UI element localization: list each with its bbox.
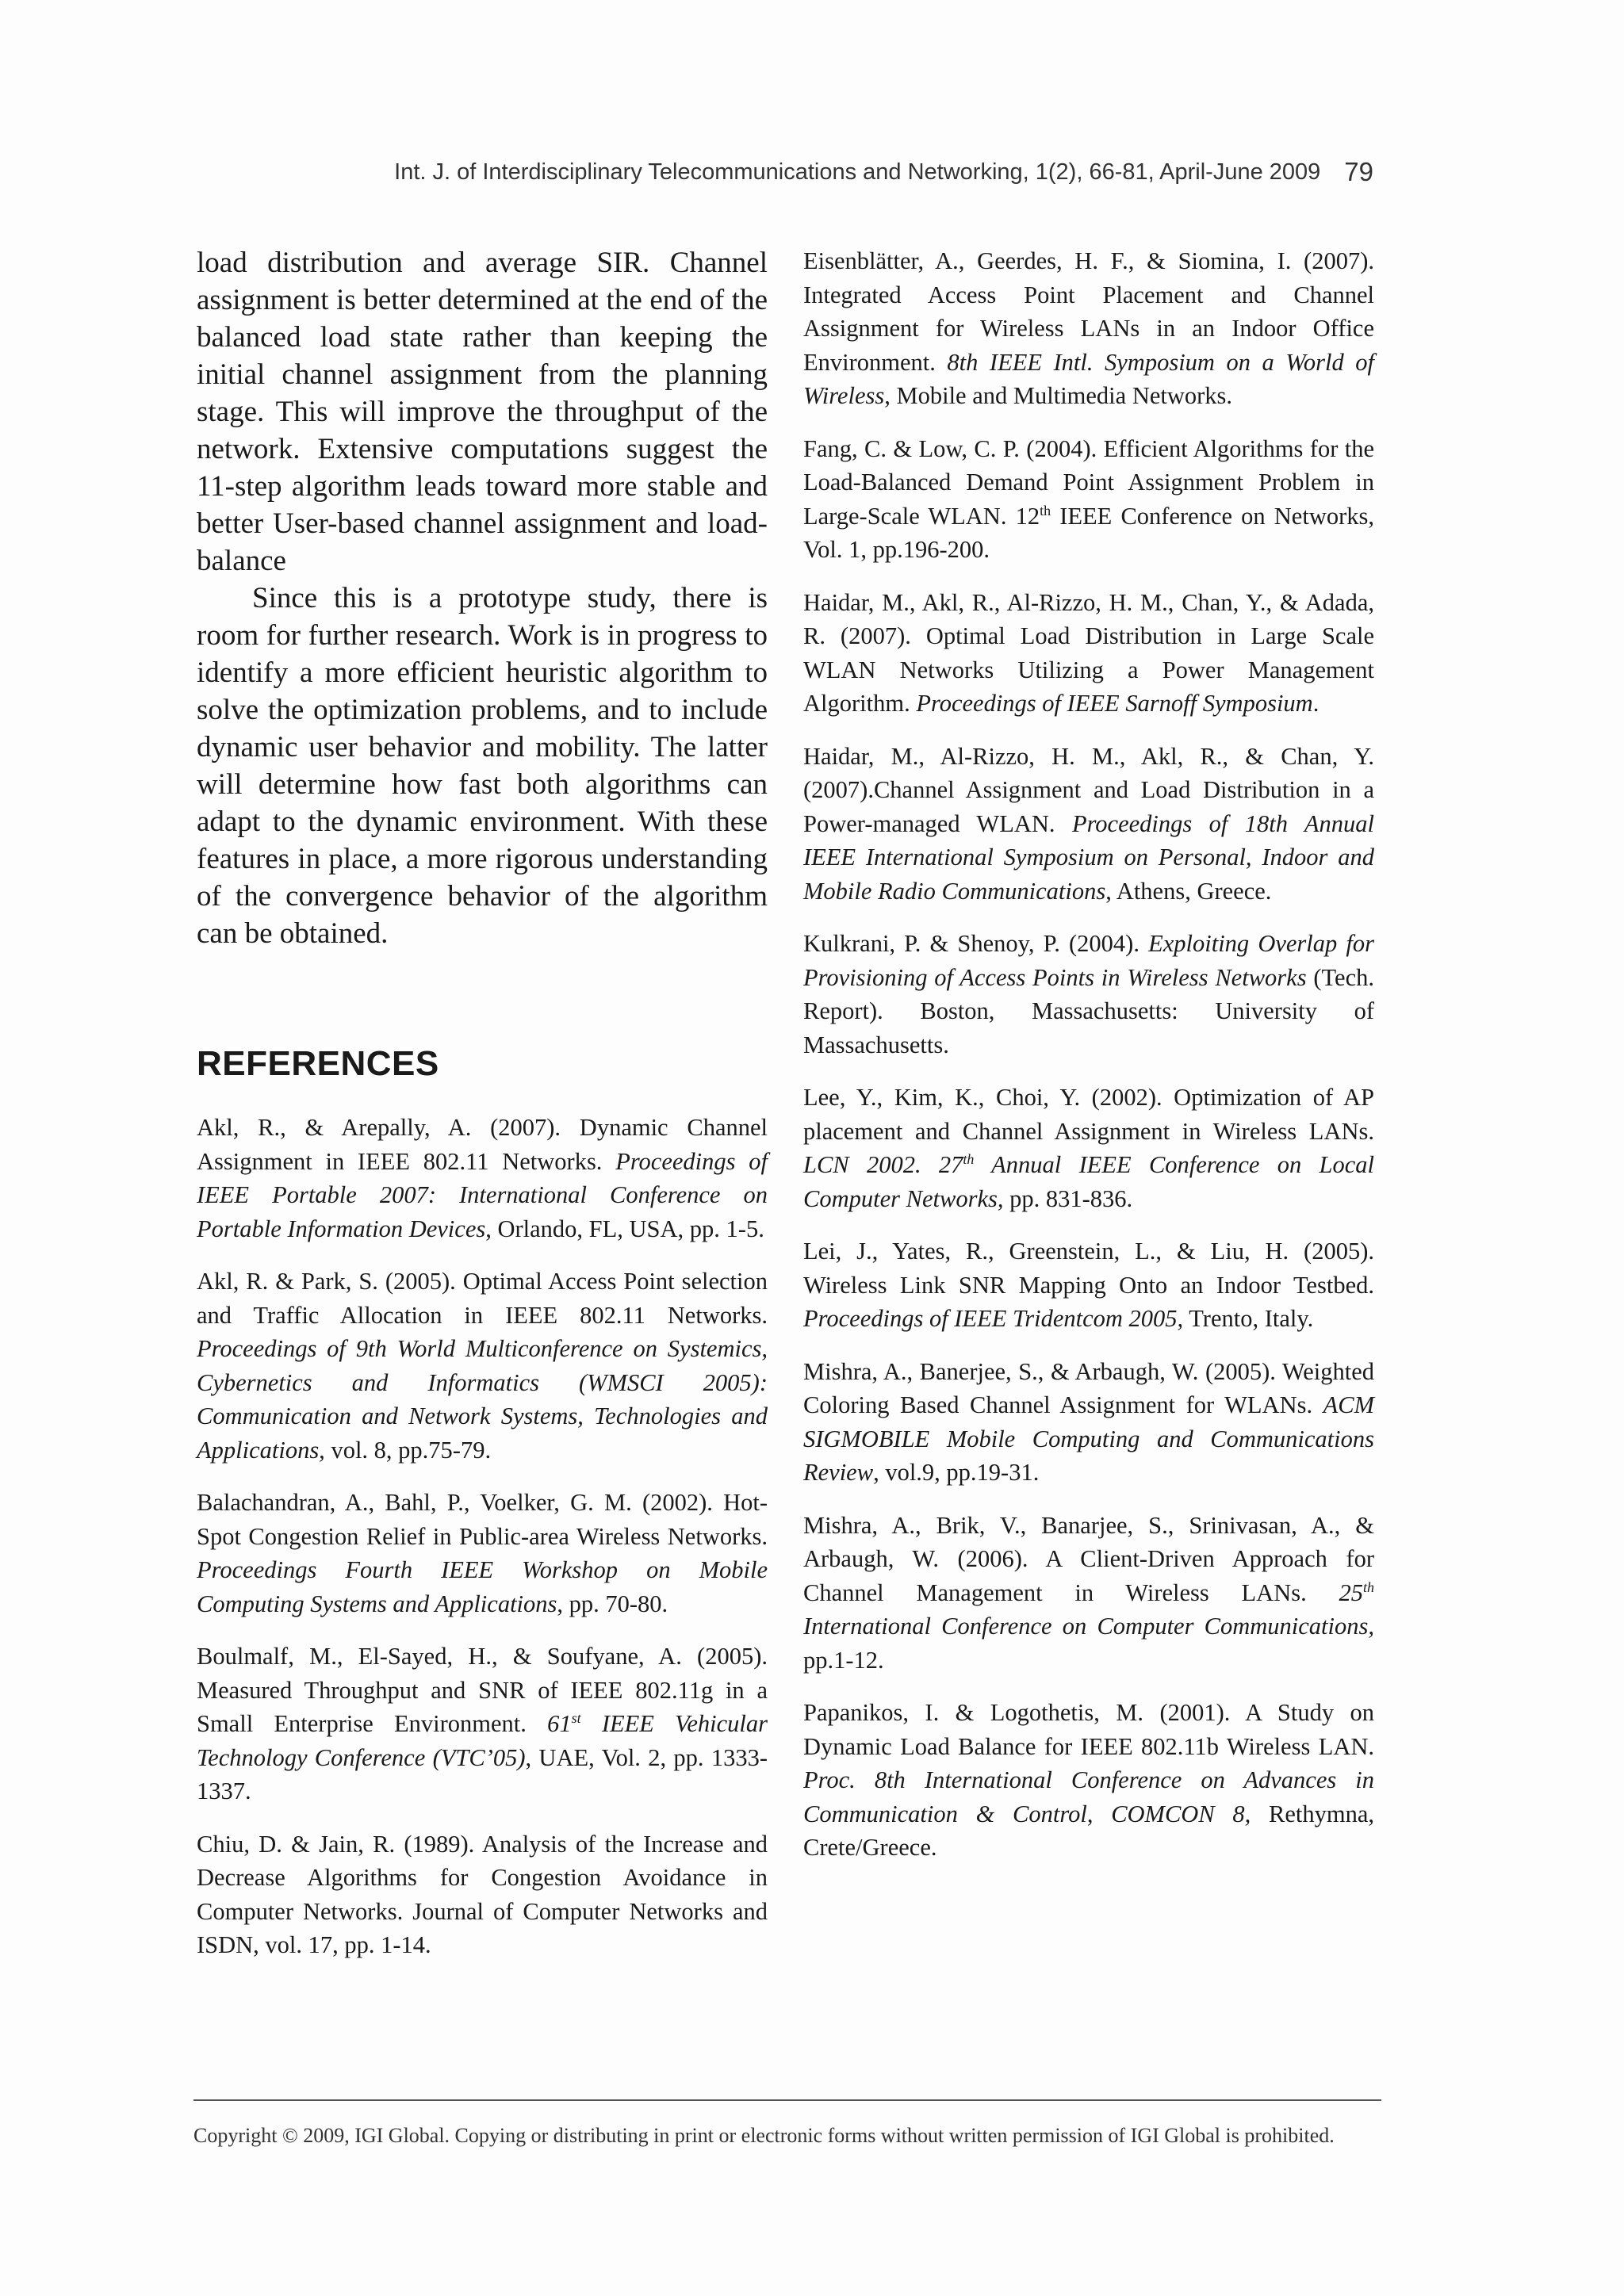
- references-heading: REFERENCES: [197, 1044, 439, 1083]
- reference-item: Akl, R. & Park, S. (2005). Optimal Access Point selection and Traffic Allocation in IEEE 802.11 Networks. Proceedings of 9th World Multiconference on Systemics, Cybernetics and Informatics (WMSCI 2005): Communication and Network Systems, Technologies and Applications, vol. 8, pp.75-79.: [197, 1268, 768, 1464]
- reference-item: Kulkrani, P. & Shenoy, P. (2004). Exploiting Overlap for Provisioning of Access Points in Wireless Networks (Tech. Report). Boston, Massachusetts: University of Massachusetts.: [803, 930, 1374, 1058]
- reference-item: Haidar, M., Akl, R., Al-Rizzo, H. M., Chan, Y., & Adada, R. (2007). Optimal Load Distribution in Large Scale WLAN Networks Utilizing a Power Management Algorithm. Proceedings of IEEE Sarnoff Symposium.: [803, 588, 1374, 717]
- journal-citation: Int. J. of Interdisciplinary Telecommunications and Networking, 1(2), 66-81, April-June 2009: [394, 159, 1321, 185]
- reference-item: Eisenblätter, A., Geerdes, H. F., & Siomina, I. (2007). Integrated Access Point Placement and Channel Assignment for Wireless LANs in an Indoor Office Environment. 8th IEEE Intl. Symposium on a World of Wireless, Mobile and Multimedia Networks.: [803, 247, 1374, 409]
- reference-item: Akl, R., & Arepally, A. (2007). Dynamic Channel Assignment in IEEE 802.11 Networks. Proceedings of IEEE Portable 2007: International Conference on Portable Information Devices, Orlando, FL, USA, pp. 1-5.: [197, 1114, 768, 1242]
- page-number: 79: [1344, 157, 1373, 186]
- reference-item: Fang, C. & Low, C. P. (2004). Efficient Algorithms for the Load-Balanced Demand Point Assignment Problem in Large-Scale WLAN. 12th IEEE Conference on Networks, Vol. 1, pp.196-200.: [803, 434, 1374, 563]
- body-paragraph: load distribution and average SIR. Channel assignment is better determined at the end of the balanced load state rather than keeping the initial channel assignment from the planning stage. This will improve the throughput of the network. Extensive computations suggest the 11-step algorithm leads toward more stable and better User-based channel assignment and load-balance: [197, 247, 768, 577]
- body-paragraph: Since this is a prototype study, there is room for further research. Work is in progress to identify a more efficient heuristic algorithm to solve the optimization problems, and to include dynamic user behavior and mobility. The latter will determine how fast both algorithms can adapt to the dynamic environment. With these features in place, a more rigorous understanding of the convergence behavior of the algorithm can be obtained.: [197, 582, 768, 950]
- reference-item: Mishra, A., Banerjee, S., & Arbaugh, W. (2005). Weighted Coloring Based Channel Assignment for WLANs. ACM SIGMOBILE Mobile Computing and Communications Review, vol.9, pp.19-31.: [803, 1357, 1374, 1486]
- footer-divider: [193, 2099, 1381, 2101]
- reference-item: Mishra, A., Brik, V., Banarjee, S., Srinivasan, A., & Arbaugh, W. (2006). A Client-Driven Approach for Channel Management in Wireless LANs. 25th International Conference on Computer Communications, pp.1-12.: [803, 1511, 1374, 1674]
- copyright-notice: Copyright © 2009, IGI Global. Copying or distributing in print or electronic forms without written permission of IGI Global is prohibited.: [193, 2124, 1335, 2147]
- left-column: [197, 244, 768, 1981]
- reference-item: Lei, J., Yates, R., Greenstein, L., & Liu, H. (2005). Wireless Link SNR Mapping Onto an Indoor Testbed. Proceedings of IEEE Tridentcom 2005, Trento, Italy.: [803, 1238, 1374, 1332]
- reference-item: Balachandran, A., Bahl, P., Voelker, G. M. (2002). Hot-Spot Congestion Relief in Public-area Wireless Networks. Proceedings Fourth IEEE Workshop on Mobile Computing Systems and Applications, pp. 70-80.: [197, 1489, 768, 1617]
- reference-item: Haidar, M., Al-Rizzo, H. M., Akl, R., & Chan, Y. (2007).Channel Assignment and Load Distribution in a Power-managed WLAN. Proceedings of 18th Annual IEEE International Symposium on Personal, Indoor and Mobile Radio Communications, Athens, Greece.: [803, 742, 1374, 905]
- reference-item: Chiu, D. & Jain, R. (1989). Analysis of the Increase and Decrease Algorithms for Congestion Avoidance in Computer Networks. Journal of Computer Networks and ISDN, vol. 17, pp. 1-14.: [197, 1830, 768, 1958]
- reference-item: Lee, Y., Kim, K., Choi, Y. (2002). Optimization of AP placement and Channel Assignment in Wireless LANs. LCN 2002. 27th Annual IEEE Conference on Local Computer Networks, pp. 831-836.: [803, 1084, 1375, 1212]
- reference-item: Boulmalf, M., El-Sayed, H., & Soufyane, A. (2005). Measured Throughput and SNR of IEEE 802.11g in a Small Enterprise Environment. 61st IEEE Vehicular Technology Conference (VTC’05), UAE, Vol. 2, pp. 1333-1337.: [197, 1643, 768, 1804]
- running-header: [193, 152, 1373, 192]
- right-column: [803, 244, 1374, 1884]
- reference-item: Papanikos, I. & Logothetis, M. (2001). A Study on Dynamic Load Balance for IEEE 802.11b Wireless LAN. Proc. 8th International Conference on Advances in Communication & Control, COMCON 8, Rethymna, Crete/Greece.: [803, 1699, 1375, 1861]
